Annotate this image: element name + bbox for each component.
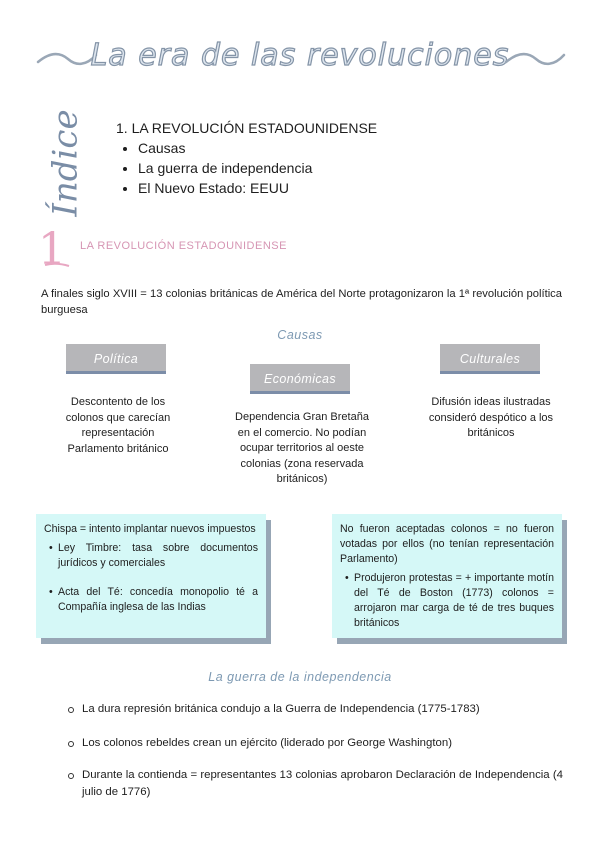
tag-culturales: Culturales [440,344,540,374]
index-item: • La guerra de independencia [138,158,377,178]
index-list [116,118,377,198]
swirl-right-icon [504,50,566,68]
box-left-item: • Ley Timbre: tasa sobre documentos jurídicos y comerciales [58,541,258,571]
index-item: • El Nuevo Estado: EEUU [138,178,377,198]
info-box-right [332,514,562,638]
culturales-text: Difusión ideas ilustradas consideró despótico a los británicos [428,396,554,439]
politica-text: Descontento de los colonos que carecían representación Parlamento británico [65,396,171,455]
intro-paragraph: A finales siglo XVIII = 13 colonias británicas de América del Norte protagonizaron la 1ª revolución política burguesa [41,288,562,316]
causes-title: Causas [277,328,323,342]
number-underline [44,262,70,268]
tag-economicas: Económicas [250,364,350,394]
box-right-intro: No fueron aceptadas colonos = no fueron votadas por ellos (no tenían representación Parlamento) [340,523,554,565]
economicas-text: Dependencia Gran Bretaña en el comercio. No podían ocupar territorios al oeste colonias (zona reservada británicos) [235,411,369,485]
section-number: 1 [38,224,66,275]
war-item: Los colonos rebeldes crean un ejército (liderado por George Washington) [66,735,563,752]
index-item: • Causas [138,138,377,158]
box-left-intro: Chispa = intento implantar nuevos impuestos [44,523,256,535]
war-list [66,700,563,810]
war-item: La dura represión británica condujo a la Guerra de Independencia (1775-1783) [66,701,563,718]
box-right-item: • Produjeron protestas = + importante motín del Té de Boston (1773) colonos = arrojaron mar carga de té de tres buques británicos [354,571,554,631]
page-title: La era de las revoluciones [90,38,510,73]
war-item: Durante la contienda = representantes 13 colonias aprobaron Declaración de Independencia (4 julio de 1776) [66,767,563,801]
index-label: Índice [45,109,86,217]
info-box-left [36,514,266,638]
war-title: La guerra de la independencia [208,670,392,684]
index-heading: 1. LA REVOLUCIÓN ESTADOUNIDENSE [116,120,378,136]
title-row [0,36,600,82]
section-heading: LA REVOLUCIÓN ESTADOUNIDENSE [80,240,287,252]
tag-politica: Política [66,344,166,374]
box-left-item: • Acta del Té: concedía monopolio té a Compañía inglesa de las Indias [58,585,258,615]
